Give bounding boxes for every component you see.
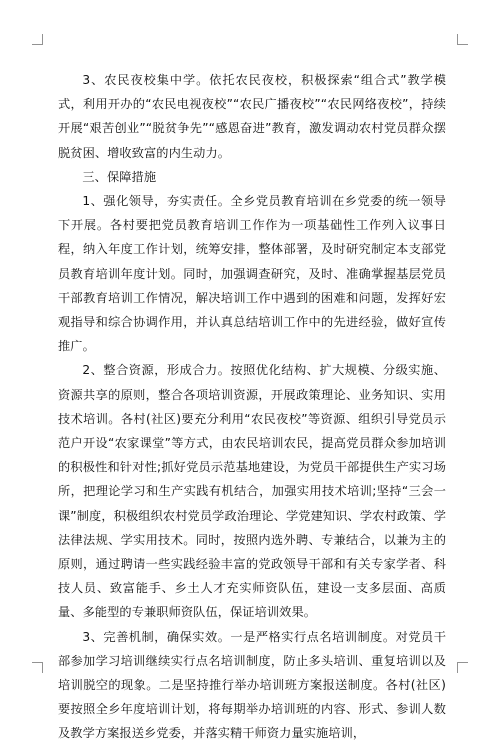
crop-mark-top-right (457, 34, 468, 45)
crop-mark-bottom-left (32, 662, 43, 673)
document-body (58, 68, 446, 746)
paragraph-resources: 2、整合资源，形成合力。按照优化结构、扩大规模、分级实施、资源共享的原则，整合各项培训资源，开展政策理论、业务知识、实用技术培训。各村(社区)要充分利用“农民夜校”等资源、组织引导党员示范户开设“农家课堂”等方式，由农民培训农民，提高党员群众参加培训的积极性和针对性;抓好党员示范基地建设，为党员干部提供生产实习场所，把理论学习和生产实践有机结合，加强实用技术培训;坚持“三会一课”制度，积极组织农村党员学政治理论、学党建知识、学农村政策、学法律法规、学实用技术。同时，按照内选外聘、专兼结合，以兼为主的原则，通过聘请一些实践经验丰富的党政领导干部和有关专家学者、科技人员、致富能手、乡土人才充实师资队伍，建设一支多层面、高质量、多能型的专兼职师资队伍，保证培训效果。 (58, 363, 446, 620)
section-heading-safeguards: 三、保障措施 (82, 169, 157, 184)
paragraph-leadership: 1、强化领导，夯实责任。全乡党员教育培训在乡党委的统一领导下开展。各村要把党员教育培训工作作为一项基础性工作列入议事日程，纳入年度工作计划，统筹安排，整体部署，及时研究制定本支部党员教育培训年度计划。同时，加强调查研究，及时、准确掌握基层党员干部教育培训工作情况，解决培训工作中遇到的困难和问题，发挥好宏观指导和综合协调作用，并认真总结培训工作中的先进经验，做好宣传推广。 (58, 194, 446, 354)
paragraph-evening-school: 3、农民夜校集中学。依托农民夜校，积极探索“组合式”教学模式，利用开办的“农民电视夜校”“农民广播夜校”“农民网络夜校”，持续开展“艰苦创业”“脱贫争先”“感恩奋进”教育，激发调动农村党员群众摆脱贫困、增收致富的内生动力。 (58, 73, 447, 160)
crop-mark-top-left (32, 34, 43, 45)
crop-mark-bottom-right (457, 662, 468, 673)
paragraph-mechanism: 3、完善机制，确保实效。一是严格实行点名培训制度。对党员干部参加学习培训继续实行点名培训制度，防止多头培训、重复培训以及培训脱空的现象。二是坚持推行举办培训班方案报送制度。各村(社区)要按照全乡年度培训计划，将每期举办培训班的内容、形式、参训人数及教学方案报送乡党委，并落实精干师资力量实施培训， (58, 629, 446, 741)
